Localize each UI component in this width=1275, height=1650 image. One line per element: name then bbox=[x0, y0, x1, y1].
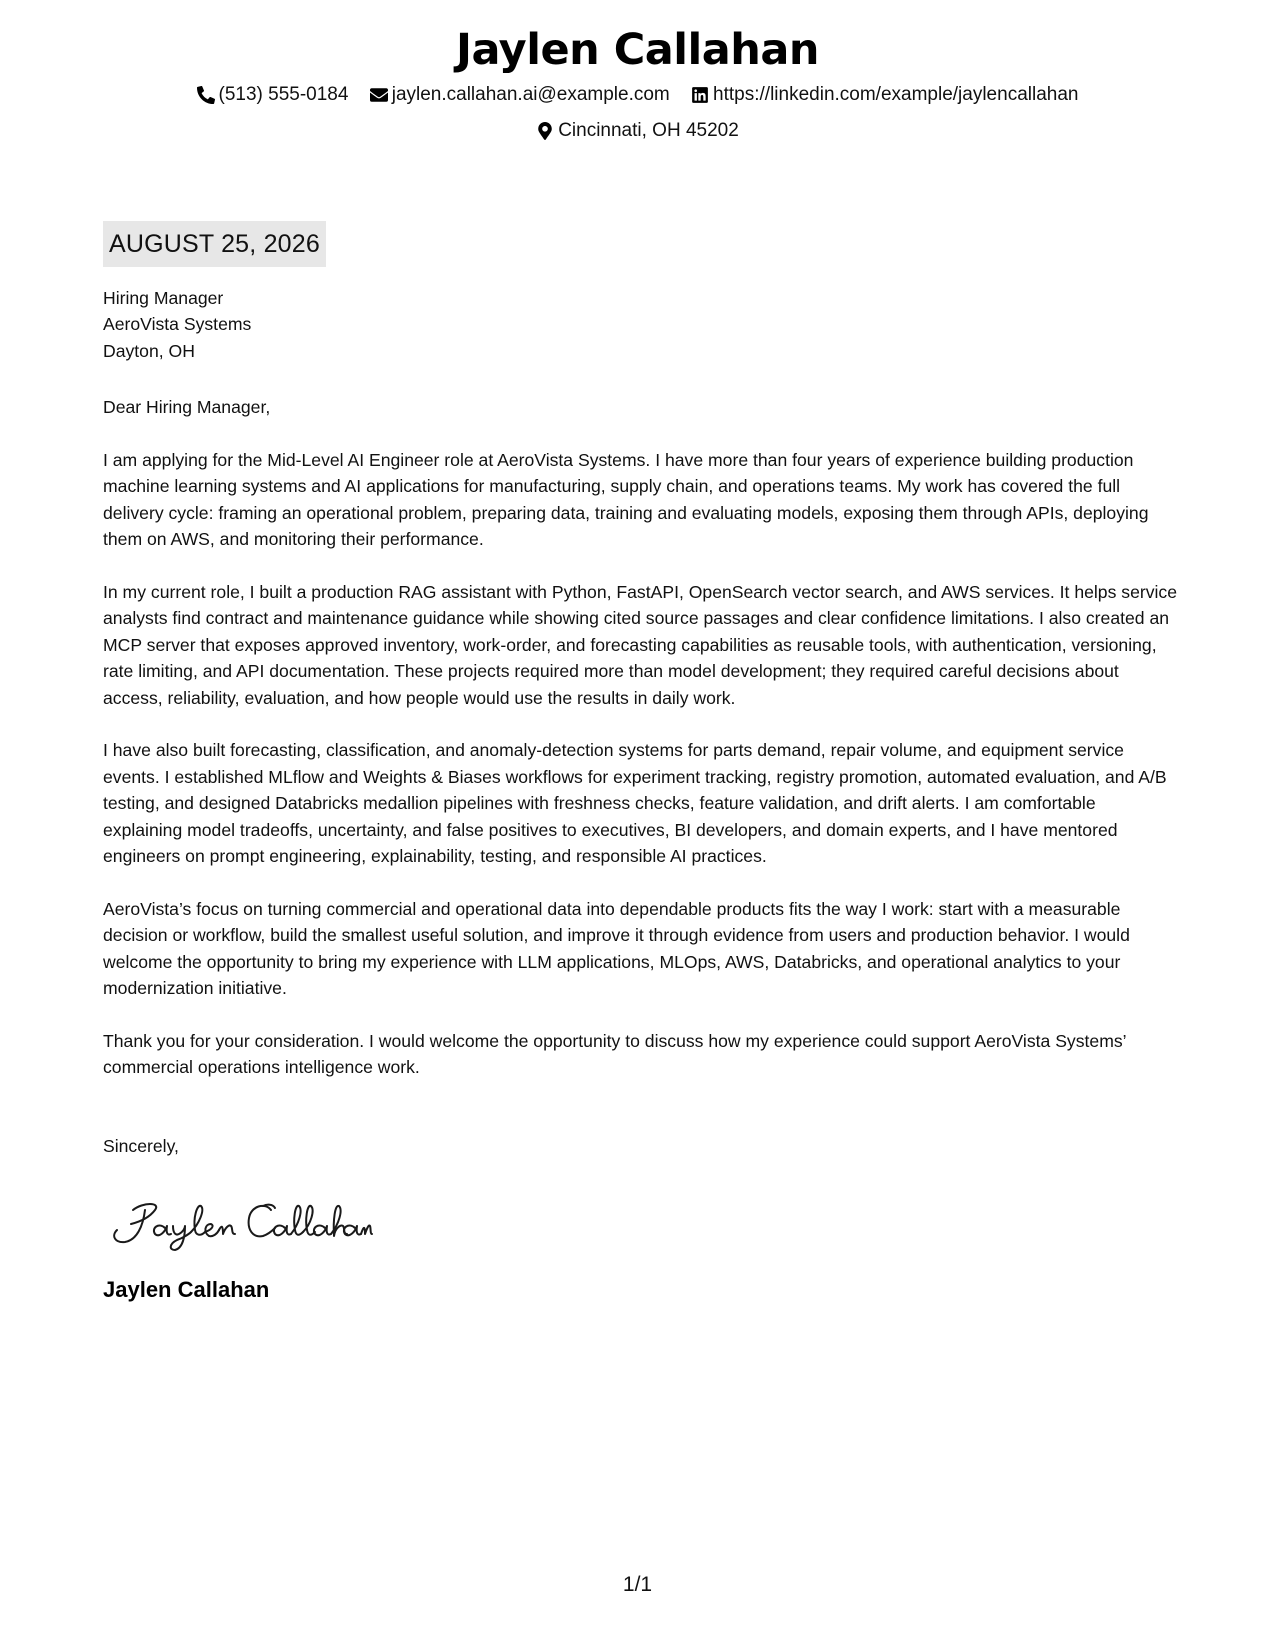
page-number: 1/1 bbox=[622, 1573, 653, 1596]
phone-icon bbox=[197, 86, 215, 104]
contact-linkedin[interactable] bbox=[691, 81, 1078, 109]
envelope-icon bbox=[370, 86, 388, 104]
map-pin-icon bbox=[536, 122, 554, 140]
linkedin-icon bbox=[691, 86, 709, 104]
handwritten-signature bbox=[103, 1188, 373, 1258]
linkedin-link[interactable]: https://linkedin.com/example/jaylencallahan bbox=[713, 84, 1079, 105]
body-paragraph: AeroVista’s focus on turning commercial and operational data into dependable products fits the way I work: start with a measurable decision or workflow, build the smallest useful solution, and improve it through evidence from users and production behavior. I would welcome the opportunity to bring my experience with LLM applications, MLOps, AWS, Databricks, and operational analytics to your modernization initiative. bbox=[103, 898, 1130, 999]
contact-phone bbox=[197, 81, 349, 109]
body-paragraph: Thank you for your consideration. I would welcome the opportunity to discuss how my experience could support AeroVista Systems’ commercial operations intelligence work. bbox=[103, 1030, 1126, 1078]
recipient-location: Dayton, OH bbox=[103, 340, 195, 361]
email-link[interactable]: jaylen.callahan.ai@example.com bbox=[391, 84, 670, 105]
recipient-block bbox=[103, 285, 1178, 364]
phone-text: (513) 555-0184 bbox=[218, 84, 349, 105]
recipient-title: Hiring Manager bbox=[103, 288, 224, 308]
body-paragraph: In my current role, I built a production RAG assistant with Python, FastAPI, OpenSearch vector search, and AWS services. It helps service analysts find contract and maintenance guidance while showing cited source passages and clear confidence limitations. I also created an MCP server that exposes approved inventory, work-order, and forecasting capabilities as reusable tools, with authentication, versioning, rate limiting, and API documentation. These projects required more than model development; they required careful decisions about access, reliability, evaluation, and how people would use the results in daily work. bbox=[103, 582, 1178, 708]
contact-line bbox=[0, 117, 1275, 149]
letter-header bbox=[0, 22, 1275, 149]
location-text: Cincinnati, OH 45202 bbox=[558, 120, 739, 141]
letter-body bbox=[103, 447, 1178, 1107]
applicant-name: Jaylen Callahan bbox=[455, 25, 820, 75]
contact-email[interactable] bbox=[370, 81, 670, 109]
recipient-company: AeroVista Systems bbox=[103, 314, 252, 335]
contact-line bbox=[0, 81, 1275, 113]
letter-date: AUGUST 25, 2026 bbox=[103, 221, 326, 267]
body-paragraph: I am applying for the Mid-Level AI Engineer role at AeroVista Systems. I have more than four years of experience building production machine learning systems and AI applications for manufacturing, supply chain, and operations teams. My work has covered the full delivery cycle: framing an operational problem, preparing data, training and evaluating models, exposing them through APIs, deploying them on AWS, and monitoring their performance. bbox=[103, 450, 1149, 550]
closing: Sincerely, bbox=[103, 1136, 179, 1156]
signed-name: Jaylen Callahan bbox=[103, 1277, 270, 1302]
salutation: Dear Hiring Manager, bbox=[103, 397, 271, 417]
contact-location bbox=[536, 117, 739, 145]
body-paragraph: I have also built forecasting, classification, and anomaly-detection systems for parts demand, repair volume, and equipment service events. I established MLflow and Weights & Biases workflows for experiment tracking, registry promotion, automated evaluation, and A/B testing, and designed Databricks medallion pipelines with freshness checks, feature validation, and drift alerts. I am comfortable explaining model tradeoffs, uncertainty, and false positives to executives, BI developers, and domain experts, and I have mentored engineers on prompt engineering, explainability, testing, and responsible AI practices. bbox=[103, 740, 1167, 867]
